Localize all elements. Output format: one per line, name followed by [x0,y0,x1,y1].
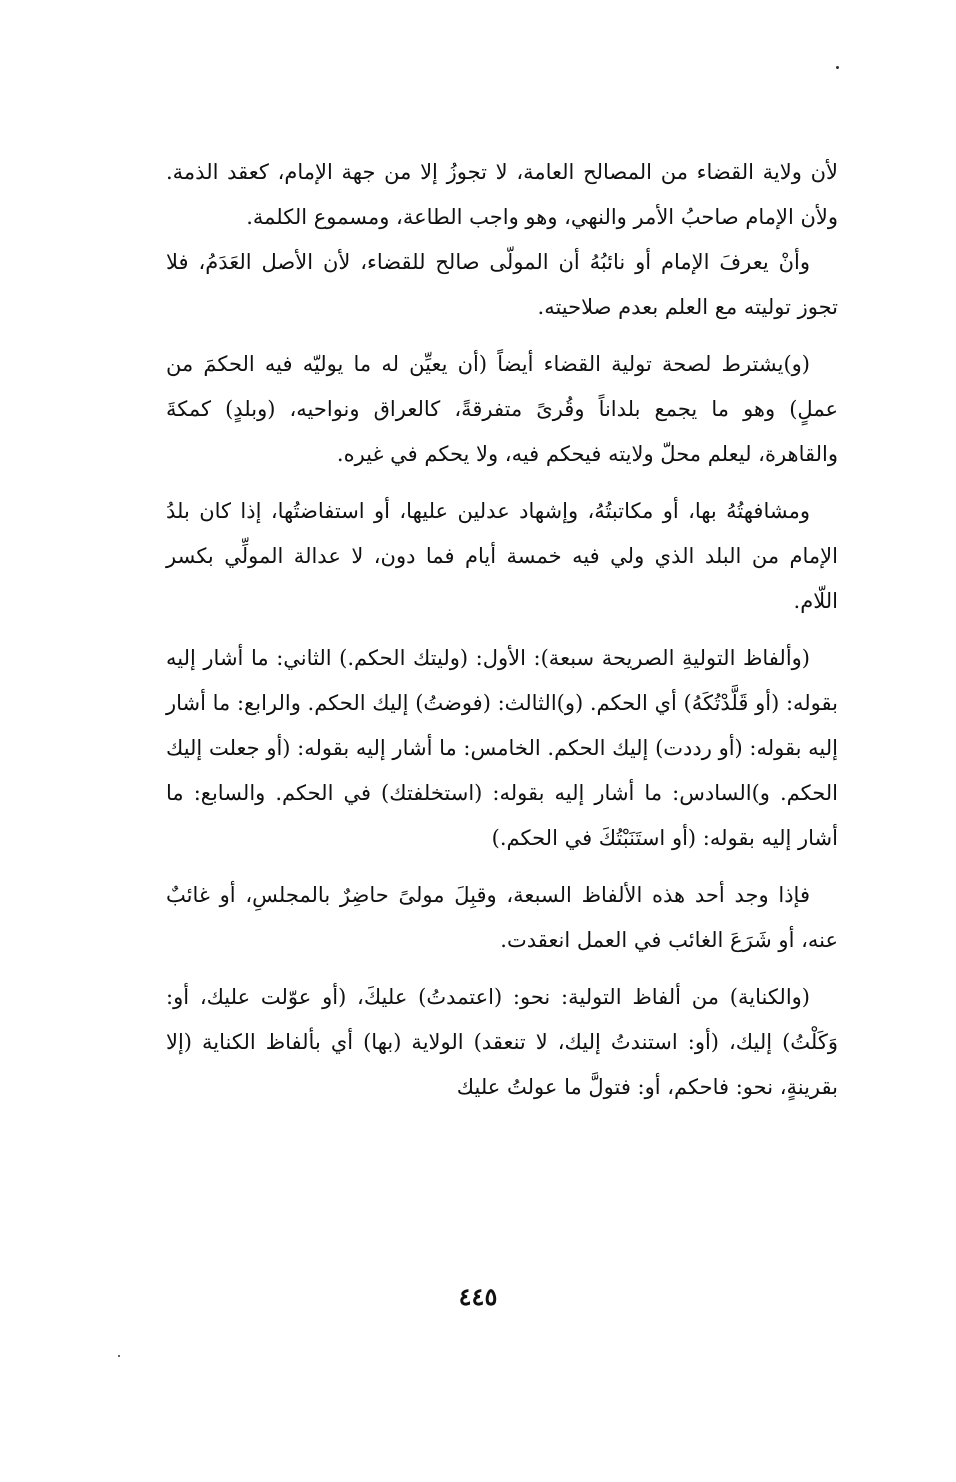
paragraph-4: ومشافهتُهُ بها، أو مكاتبتُهُ، وإشهاد عدلين عليها، أو استفاضتُها، إذا كان بلدُ الإمام من البلد الذي ولي فيه خمسة أيام فما دون، لا عدالة المولِّي بكسر اللّام. [166,499,838,613]
scan-speck [118,1355,120,1357]
paragraph-3: (و)يشترط لصحة تولية القضاء أيضاً (أن يعيِّن له ما يوليّه فيه الحكمَ من عملٍ) وهو ما يجمع بلداناً وقُرىً متفرقةً، كالعراق ونواحيه، (وبلدٍ) كمكةَ والقاهرة، ليعلم محلّ ولايته فيحكم فيه، ولا يحكم في غيره. [166,352,838,466]
body-text [166,150,838,1110]
scan-speck [836,66,839,69]
paragraph-6: فإذا وجد أحد هذه الألفاظ السبعة، وقبِلَ مولىً حاضِرٌ بالمجلسِ، أو غائبٌ عنه، أو شَرَعَ الغائب في العمل انعقدت. [166,883,838,952]
paragraph-1: لأن ولاية القضاء من المصالح العامة، لا تجوزُ إلا من جهة الإمام، كعقد الذمة. ولأن الإمام صاحبُ الأمر والنهي، وهو واجب الطاعة، ومسموع الكلمة. [166,160,838,229]
page-number: ٤٤٥ [458,1282,498,1311]
paragraph-5: (وألفاظ التوليةِ الصريحة سبعة): الأول: (وليتك الحكم.) الثاني: ما أشار إليه بقوله: (أو قَلَّدْتُكَهُ) أي الحكم. (و)الثالث: (فوضتُ) إليك الحكم. والرابع: ما أشار إليه بقوله: (أو رددت) إليك الحكم. الخامس: ما أشار إليه بقوله: (أو جعلت إليك الحكم. و)السادس: ما أشار إليه بقوله: (استخلفتك) في الحكم. والسابع: ما أشار إليه بقوله: (أو استَنَبْتُكَ في الحكم.) [166,646,838,850]
paragraph-2: وأنْ يعرفَ الإمام أو نائبُهُ أن المولّى صالح للقضاء، لأن الأصل العَدَمُ، فلا تجوز توليته مع العلم بعدم صلاحيته. [166,250,838,319]
paragraph-7: (والكناية) من ألفاظ التولية: نحو: (اعتمدتُ) عليكَ، (أو عوّلت عليك، أو: وَكَلْتُ) إليك، (أو: استندتُ إليك، لا تنعقد) الولاية (بها) أي بألفاظ الكناية (إلا بقرينةٍ، نحو: فاحكم، أو: فتولَّ ما عولتُ عليك [166,985,838,1099]
